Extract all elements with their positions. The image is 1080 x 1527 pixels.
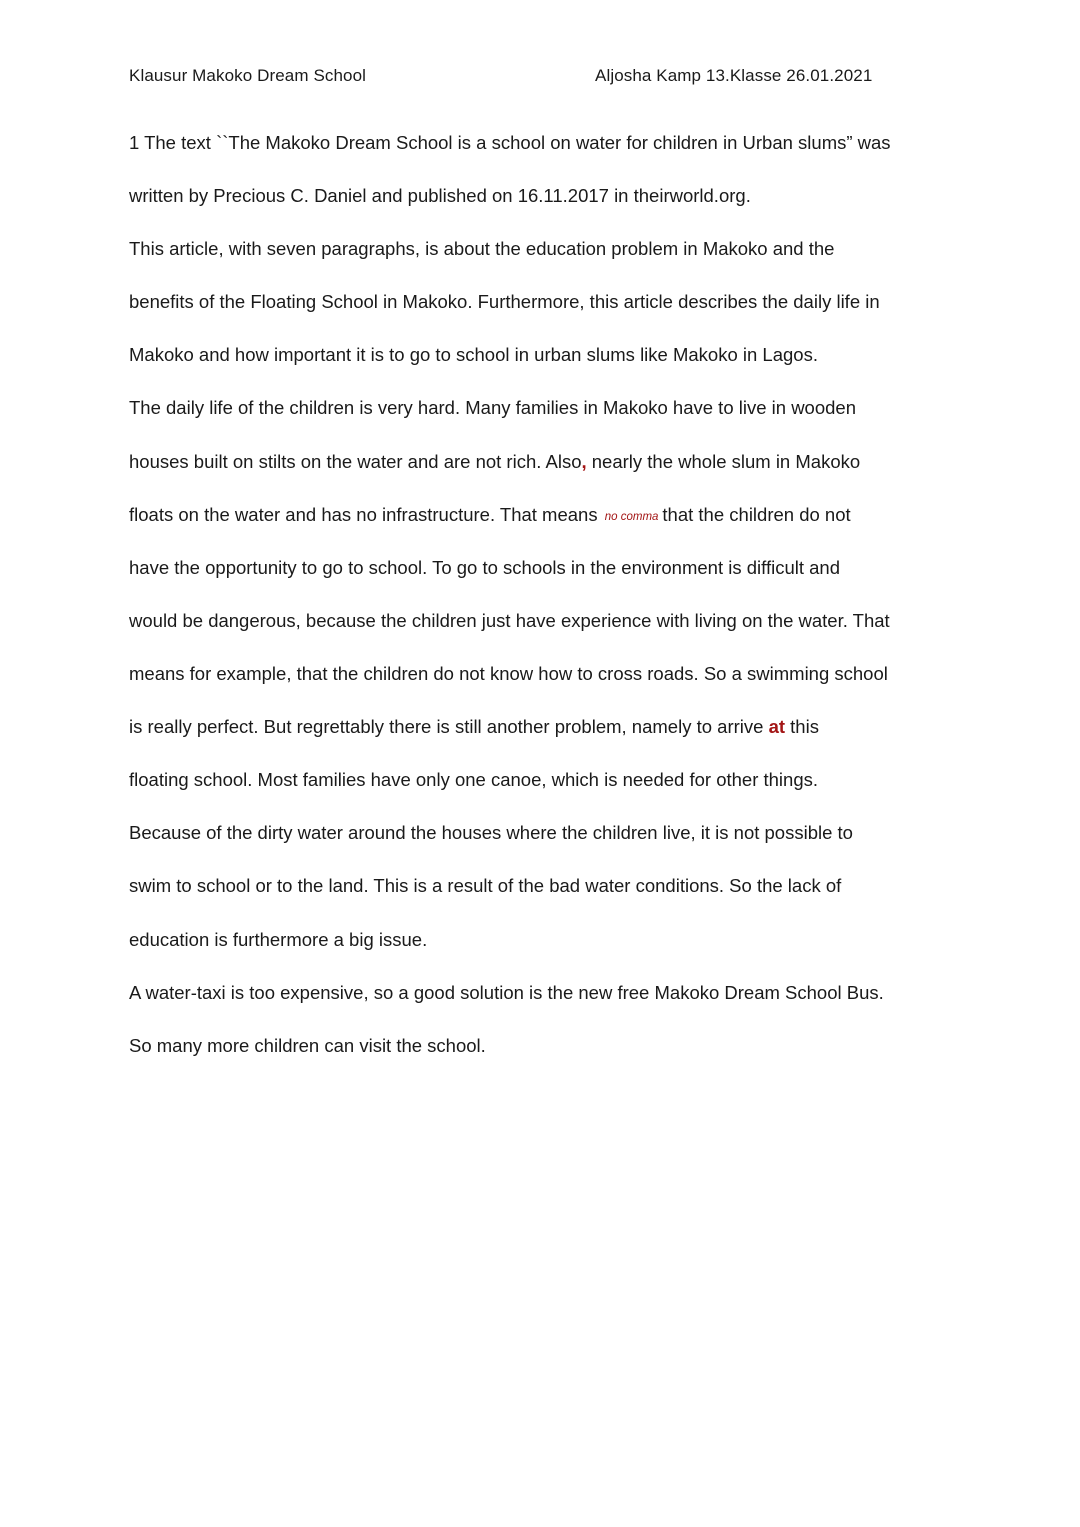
text-line <box>129 503 851 529</box>
text-line: floating school. Most families have only one canoe, which is needed for other things. <box>129 769 819 790</box>
text-segment: houses built on stilts on the water and are not rich. Also <box>129 451 582 472</box>
text-line: written by Precious C. Daniel and published on 16.11.2017 in theirworld.org. <box>129 185 751 206</box>
header-author-info: Aljosha Kamp 13.Klasse 26.01.2021 <box>595 66 873 85</box>
correction-mark: , <box>581 451 587 472</box>
header-title: Klausur Makoko Dream School <box>129 66 367 85</box>
text-line: benefits of the Floating School in Makoko. Furthermore, this article describes the daily life in <box>129 291 880 312</box>
text-segment: this <box>785 716 819 737</box>
correction-note: no comma <box>604 511 659 523</box>
text-line: This article, with seven paragraphs, is about the education problem in Makoko and the <box>129 238 835 259</box>
text-line: have the opportunity to go to school. To go to schools in the environment is difficult and <box>129 557 840 578</box>
text-segment: nearly the whole slum in Makoko <box>586 451 861 472</box>
text-line: So many more children can visit the school. <box>129 1035 486 1056</box>
text-segment: is really perfect. But regrettably there is still another problem, namely to arrive <box>129 716 769 737</box>
text-line: A water-taxi is too expensive, so a good solution is the new free Makoko Dream School Bus. <box>129 982 884 1003</box>
text-line <box>129 715 819 739</box>
text-line: Makoko and how important it is to go to school in urban slums like Makoko in Lagos. <box>129 344 818 365</box>
text-line: 1 The text ``The Makoko Dream School is a school on water for children in Urban slums” was <box>129 132 891 153</box>
text-line <box>129 450 860 474</box>
text-segment: that the children do not <box>662 504 851 525</box>
text-segment: floats on the water and has no infrastructure. That means <box>129 504 598 525</box>
text-line: The daily life of the children is very hard. Many families in Makoko have to live in wooden <box>129 397 856 418</box>
text-line: education is furthermore a big issue. <box>129 929 428 950</box>
text-line: would be dangerous, because the children just have experience with living on the water. That <box>129 610 890 631</box>
text-line: swim to school or to the land. This is a result of the bad water conditions. So the lack of <box>129 875 842 896</box>
text-line: Because of the dirty water around the houses where the children live, it is not possible to <box>129 822 853 843</box>
correction-mark: at <box>768 716 786 737</box>
text-line: means for example, that the children do not know how to cross roads. So a swimming school <box>129 663 888 684</box>
